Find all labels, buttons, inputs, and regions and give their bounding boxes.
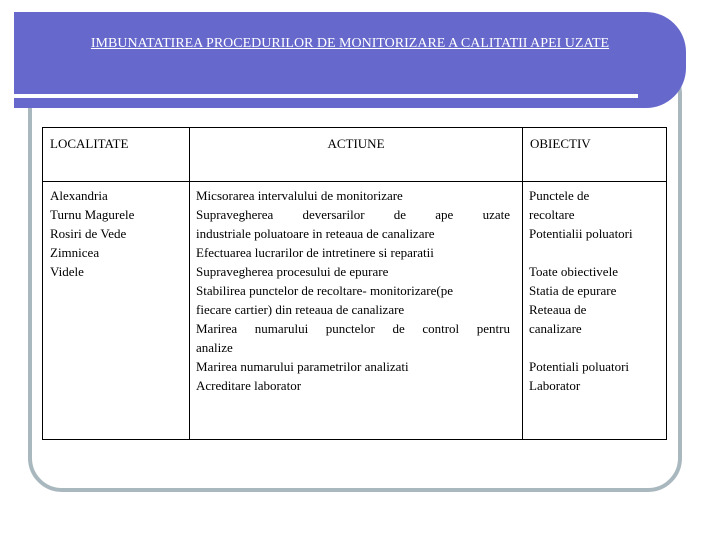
monitoring-table: [42, 127, 667, 440]
list-item: analize: [196, 340, 233, 355]
list-item: Punctele de: [529, 188, 590, 203]
list-item: Alexandria: [50, 188, 108, 203]
list-item: fiecare cartier) din reteaua de canalizare: [196, 302, 405, 317]
list-item: Statia de epurare: [529, 283, 617, 298]
objectives-list: [529, 186, 664, 395]
list-item: Supravegherea deversarilor de ape uzate: [196, 207, 510, 222]
list-item: industriale poluatoare in reteaua de canalizare: [196, 226, 435, 241]
list-item: Toate obiectivele: [529, 264, 618, 279]
list-item: Efectuarea lucrarilor de intretinere si reparatii: [196, 245, 434, 260]
list-item: Laborator: [529, 378, 581, 393]
column-divider: [522, 128, 523, 439]
list-item: Supravegherea procesului de epurare: [196, 264, 389, 279]
page-title: IMBUNATATIREA PROCEDURILOR DE MONITORIZARE A CALITATII APEI UZATE: [90, 36, 610, 51]
list-item: canalizare: [529, 321, 582, 336]
list-item: Stabilirea punctelor de recoltare- monitorizare(pe: [196, 283, 453, 298]
list-item: Turnu Magurele: [50, 207, 135, 222]
list-item: Zimnicea: [50, 245, 100, 260]
header-divider: [43, 181, 666, 182]
list-item: Videle: [50, 264, 84, 279]
list-item: Rosiri de Vede: [50, 226, 127, 241]
header-localitate: LOCALITATE: [50, 136, 129, 151]
list-item: recoltare: [529, 207, 575, 222]
banner-divider: [14, 94, 638, 98]
list-item: Potentiali poluatori: [529, 359, 630, 374]
list-item: Reteaua de: [529, 302, 587, 317]
column-divider: [189, 128, 190, 439]
header-actiune: ACTIUNE: [327, 136, 385, 151]
list-item: Potentialii poluatori: [529, 226, 633, 241]
list-item: Acreditare laborator: [196, 378, 302, 393]
list-item: Marirea numarului punctelor de control pentru: [196, 321, 510, 336]
localities-list: [50, 186, 134, 281]
list-item: Micsorarea intervalului de monitorizare: [196, 188, 403, 203]
list-item: Marirea numarului parametrilor analizati: [196, 359, 409, 374]
header-obiectiv: OBIECTIV: [530, 136, 591, 151]
actions-list: [196, 186, 510, 395]
